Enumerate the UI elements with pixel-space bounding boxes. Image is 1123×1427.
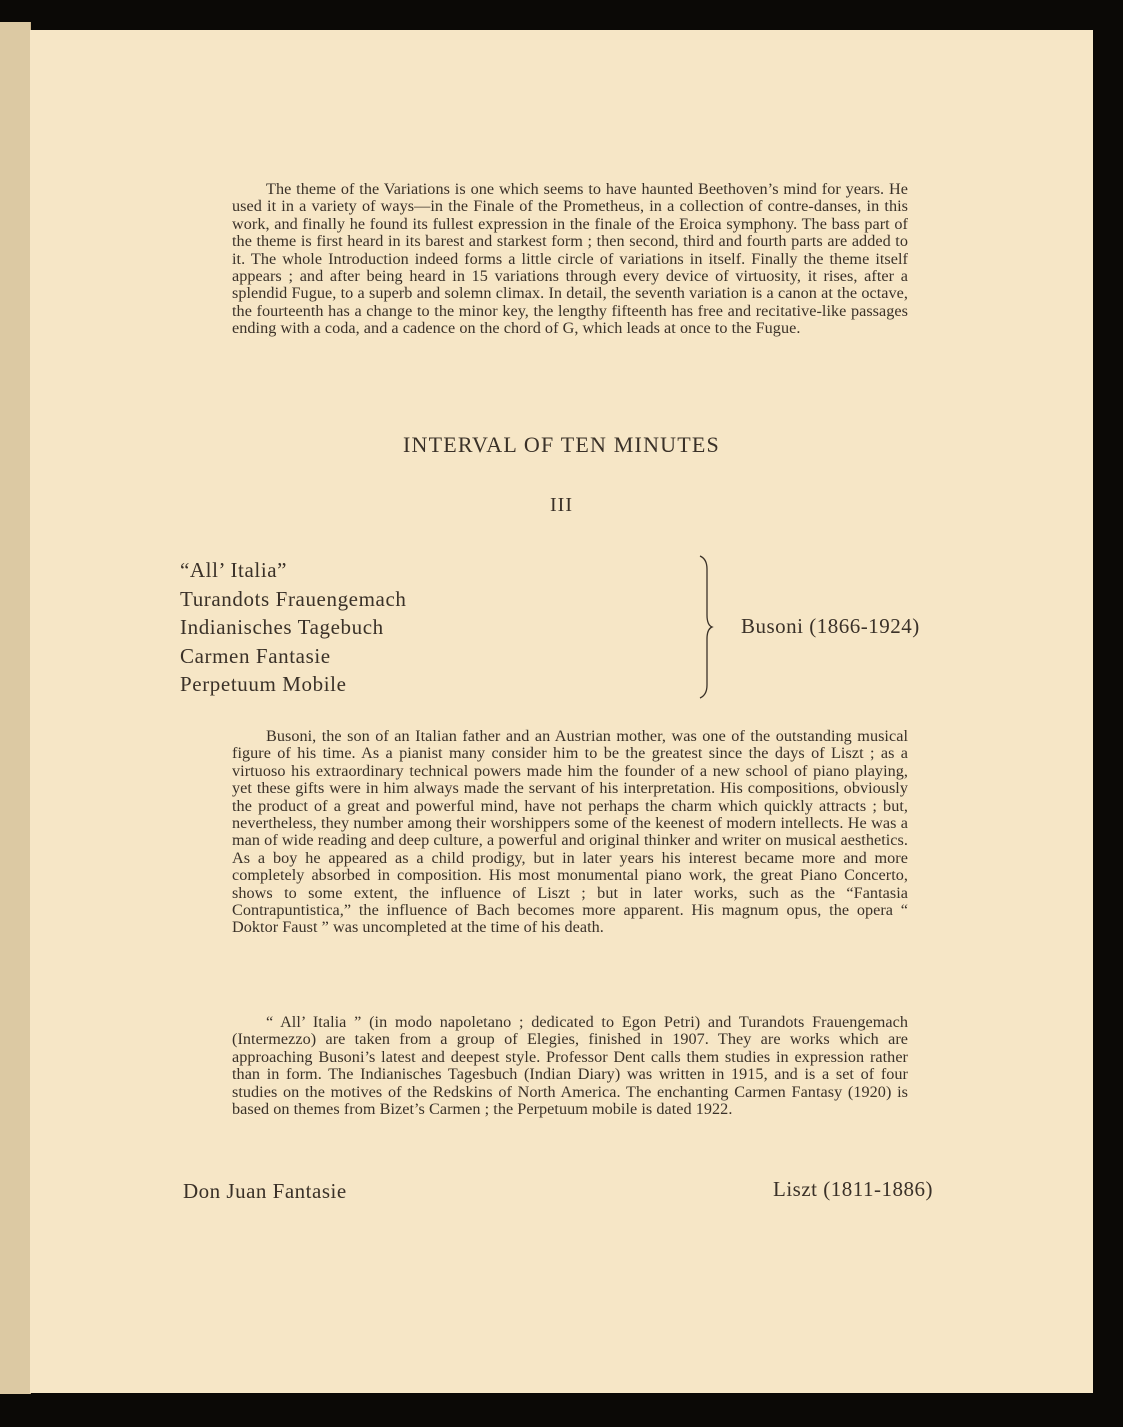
variations-paragraph	[232, 181, 908, 338]
busoni-works-paragraph	[232, 1014, 908, 1118]
don-juan-work-title: Don Juan Fantasie	[183, 1179, 347, 1203]
busoni-works-text: “ All’ Italia ” (in modo napoletano ; dedicated to Egon Petri) and Turandots Frauengemach (Intermezzo) are taken from a group of Elegies, finished in 1907. They are works which are approaching Busoni’s latest and deepest style. Professor Dent calls them studies in expression rather than in form. The Indianisches Tagesbuch (Indian Diary) was written in 1915, and is a set of four studies on the motives of the Redskins of North America. The enchanting Carmen Fantasy (1920) is based on themes from Bizet’s Carmen ; the Perpetuum mobile is dated 1922.	[232, 1013, 908, 1119]
work-title: “All’ Italia”	[180, 558, 288, 582]
busoni-bio-text: Busoni, the son of an Italian father and an Austrian mother, was one of the outstanding musical figure of his time. As a pianist many consider him to be the greatest since the days of Liszt ; as a virtuoso his extraordinary technical powers made him the founder of a new school of piano playing, yet these gifts were in him always made the servant of his interpretation. His compositions, obviously the product of a great and powerful mind, have not perhaps the charm which quickly attracts ; but, nevertheless, they number among their worshippers some of the keenest of modern intellects. He was a man of wide reading and deep culture, a powerful and original thinker and writer on musical aesthetics. As a boy he appeared as a child prodigy, but in later years his interest became more and more completely absorbed in composition. His most monumental piano work, the great Piano Concerto, shows to some extent, the influence of Liszt ; but in later works, such as the “Fantasia Contrapuntistica,” the influence of Bach becomes more apparent. His magnum opus, the opera “ Doktor Faust ” was uncompleted at the time of his death.	[232, 727, 908, 937]
interval-heading: INTERVAL OF TEN MINUTES	[403, 432, 720, 457]
work-title: Indianisches Tagebuch	[180, 615, 384, 639]
work-title: Perpetuum Mobile	[180, 672, 347, 696]
liszt-composer: Liszt (1811-1886)	[773, 1177, 933, 1201]
work-title: Carmen Fantasie	[180, 643, 331, 668]
part-heading: III	[550, 494, 573, 516]
work-title: Turandots Frauengemach	[180, 586, 407, 611]
variations-paragraph-text: The theme of the Variations is one which seems to have haunted Beethoven’s mind for years. He used it in a variety of ways—in the Finale of the Prometheus, in a collection of contre-danses, in this work, and finally he found its fullest expression in the finale of the Eroica symphony. The bass part of the theme is first heard in its barest and starkest form ; then second, third and fourth parts are added to it. The whole Introduction indeed forms a little circle of variations in itself. Finally the theme itself appears ; and after being heard in 15 variations through every device of virtuosity, it rises, after a splendid Fugue, to a superb and solemn climax. In detail, the seventh variation is a canon at the octave, the fourteenth has a change to the minor key, the lengthy fifteenth has free and recitative-like passages ending with a coda, and a cadence on the chord of G, which leads at once to the Fugue.	[232, 180, 908, 338]
book-spine-edge	[0, 22, 31, 1394]
busoni-composer: Busoni (1866-1924)	[741, 614, 920, 638]
busoni-works-list	[180, 556, 406, 699]
right-brace-icon	[698, 555, 714, 699]
busoni-bio-paragraph	[232, 728, 908, 937]
